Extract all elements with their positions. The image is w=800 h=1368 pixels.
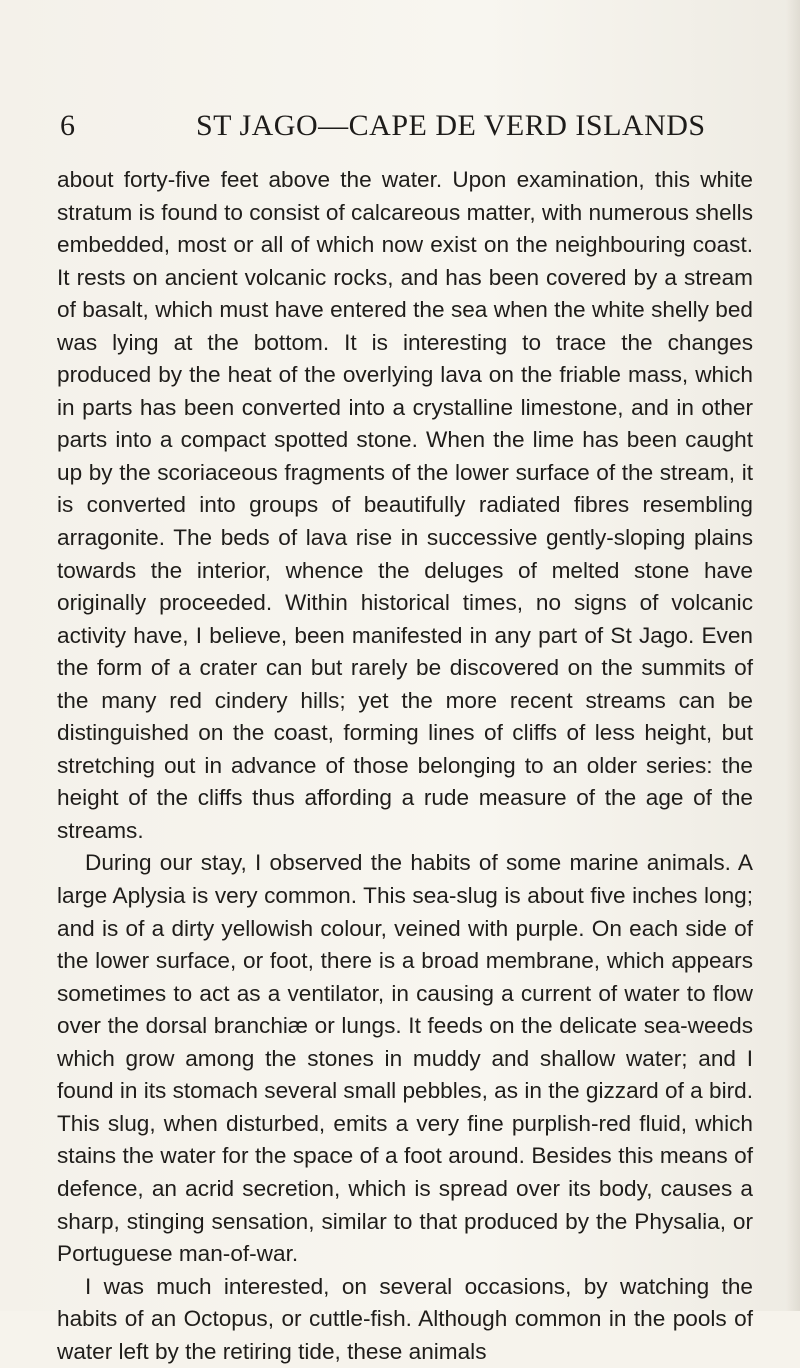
page-edge-shadow (786, 0, 800, 1311)
running-title: ST JAGO—CAPE DE VERD ISLANDS (196, 109, 706, 142)
body-text (57, 164, 753, 1368)
paragraph-aplysia: During our stay, I observed the habits of some marine animals. A large Aplysia is very common. This sea-slug is about five inches long; and is of a dirty yellowish colour, veined with purple. On each side of the lower surface, or foot, there is a broad membrane, which appears sometimes to act as a ventilator, in causing a current of water to flow over the dorsal branchiæ or lungs. It feeds on the delicate sea-weeds which grow among the stones in muddy and shallow water; and I found in its stomach several small pebbles, as in the gizzard of a bird. This slug, when disturbed, emits a very fine purplish-red fluid, which stains the water for the space of a foot around. Besides this means of defence, an acrid secretion, which is spread over its body, causes a sharp, stinging sensation, similar to that produced by the Physalia, or Portuguese man-of-war. (57, 850, 753, 1267)
paragraph-continued: about forty-five feet above the water. Upon examination, this white stratum is found to consist of calcareous matter, with numerous shells embedded, most or all of which now exist on the neighbouring coast. It rests on ancient volcanic rocks, and has been covered by a stream of basalt, which must have entered the sea when the white shelly bed was lying at the bottom. It is interesting to trace the changes produced by the heat of the overlying lava on the friable mass, which in parts has been converted into a crystalline limestone, and in other parts into a compact spotted stone. When the lime has been caught up by the scoriaceous fragments of the lower surface of the stream, it is converted into groups of beautifully radiated fibres resembling arragonite. The beds of lava rise in successive gently-sloping plains towards the interior, whence the deluges of melted stone have originally proceeded. Within historical times, no signs of volcanic activity have, I believe, been manifested in any part of St Jago. Even the form of a crater can but rarely be discovered on the summits of the many red cindery hills; yet the more recent streams can be distinguished on the coast, forming lines of cliffs of less height, but stretching out in advance of those belonging to an older series: the height of the cliffs thus affording a rude measure of the age of the streams. (57, 167, 753, 843)
page-header (60, 106, 760, 146)
paragraph-octopus: I was much interested, on several occasions, by watching the habits of an Octopus, or cuttle-fish. Although common in the pools of water left by the retiring tide, these animals (57, 1273, 753, 1364)
page-number: 6 (60, 109, 75, 142)
